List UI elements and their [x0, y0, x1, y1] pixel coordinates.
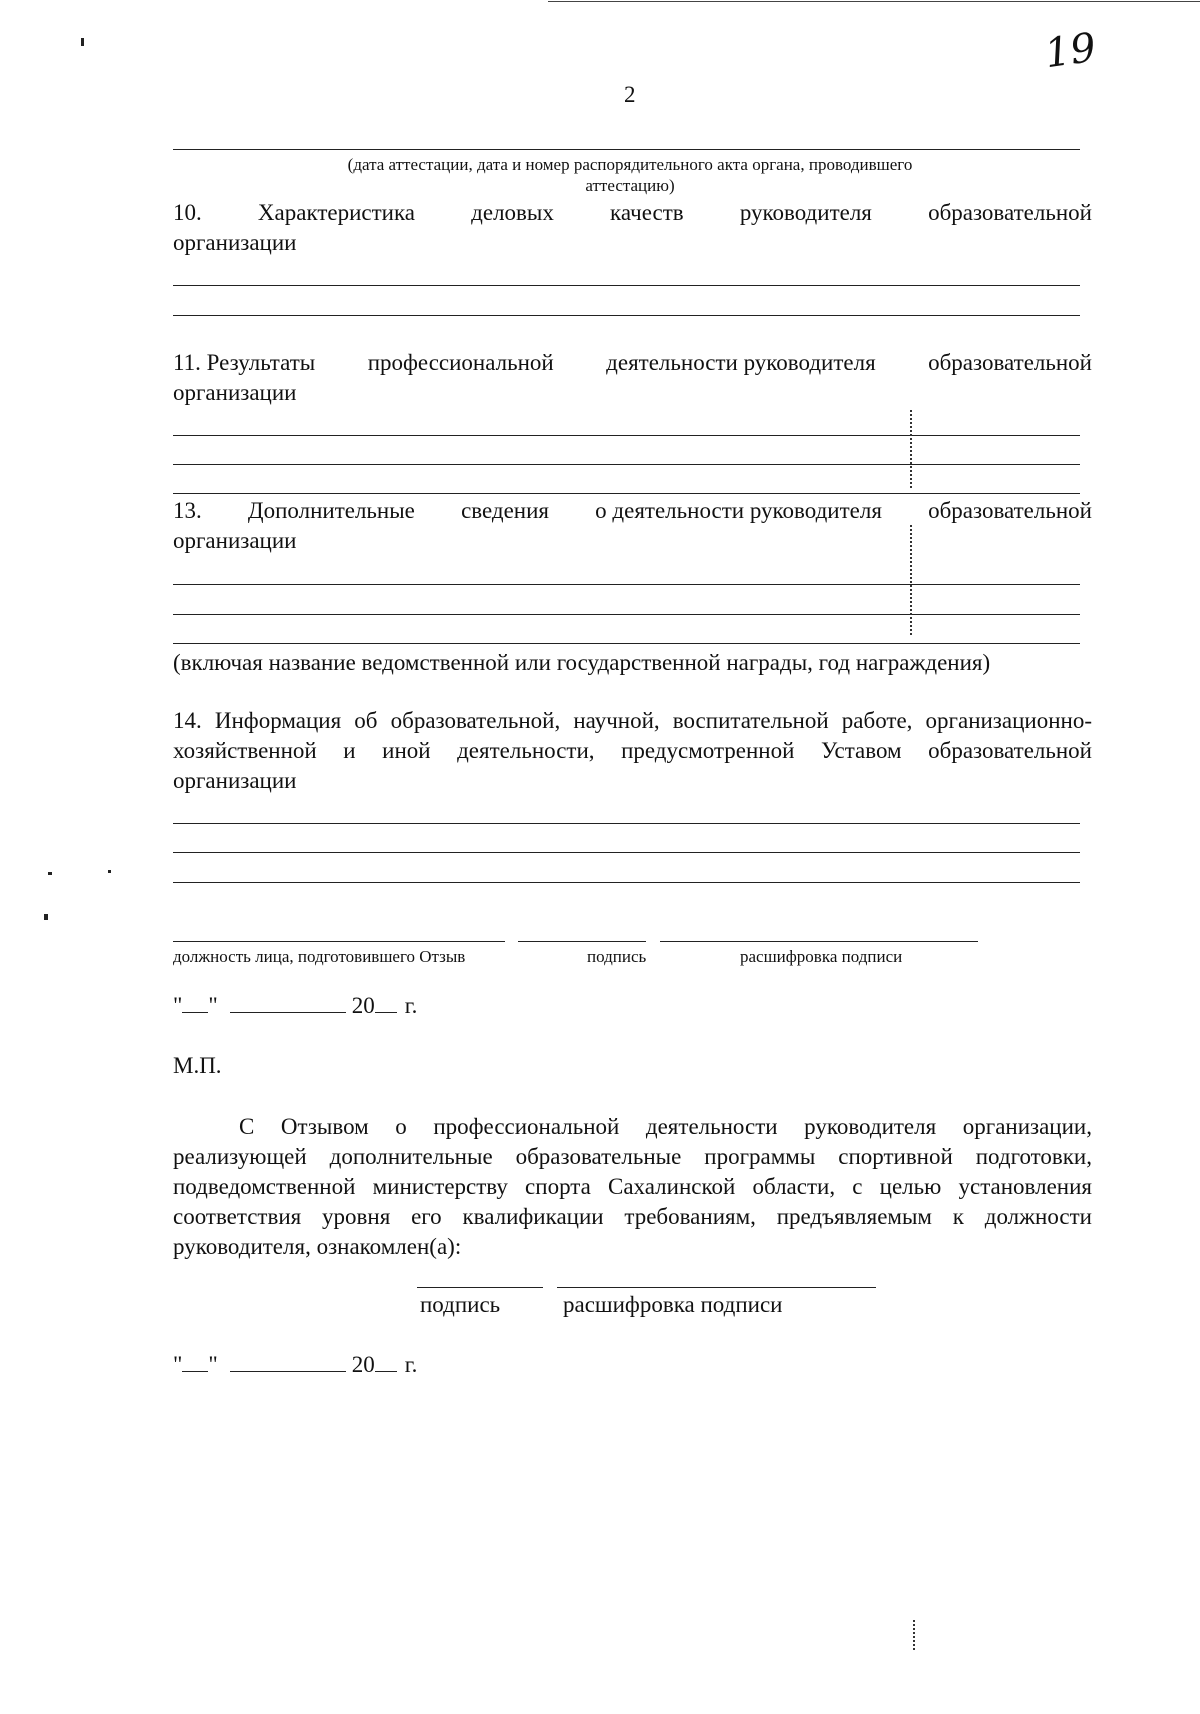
- page-number: 2: [624, 82, 636, 107]
- section-14-fill-line: [173, 852, 1080, 853]
- signature2-line: [417, 1287, 543, 1288]
- section-11-fill-line: [173, 435, 1080, 436]
- signature2-decode-label: расшифровка подписи: [563, 1292, 783, 1317]
- date-line: " " 20 г.: [173, 1352, 418, 1377]
- signature2-label: подпись: [420, 1292, 501, 1317]
- signature2-decode-line: [557, 1287, 876, 1288]
- scan-artifact: [910, 410, 914, 488]
- section-13-line2: организации: [173, 528, 297, 553]
- position-signature-line: [173, 941, 505, 942]
- section-13-fill-line: [173, 614, 1080, 615]
- attestation-date-line: [173, 149, 1080, 150]
- stamp-label: М.П.: [173, 1053, 222, 1078]
- section-13-heading: 13. Дополнительные сведения о деятельности руководителя образовательной: [173, 498, 1092, 523]
- signature-decode-line: [660, 941, 978, 942]
- section-10-fill-line: [173, 285, 1080, 286]
- section-14-fill-line: [173, 823, 1080, 824]
- section-11-line2: организации: [173, 380, 297, 405]
- date-line: " " 20 г.: [173, 993, 418, 1018]
- section-14-fill-line: [173, 882, 1080, 883]
- signature-decode-label: расшифровка подписи: [740, 947, 903, 966]
- section-10-heading: 10. Характеристика деловых качеств руководителя образовательной: [173, 200, 1092, 225]
- section-11-heading: 11. Результаты профессиональной деятельности руководителя образовательной: [173, 350, 1092, 375]
- scan-speck: [44, 914, 48, 920]
- attestation-caption-line2: аттестацию): [585, 176, 675, 195]
- section-13-fill-line: [173, 643, 1080, 644]
- section-10-line2: организации: [173, 230, 297, 255]
- section-11-fill-line: [173, 464, 1080, 465]
- position-label: должность лица, подготовившего Отзыв: [173, 947, 466, 966]
- section-14-paragraph: 14. Информация об образовательной, научной, воспитательной работе, организационно-хозяйственной и иной деятельности, предусмотренной Уставом образовательной организации: [173, 708, 1092, 793]
- handwritten-page-number: 19: [1042, 24, 1099, 78]
- signature-label: подпись: [587, 947, 647, 966]
- section-13-caption: (включая название ведомственной или государственной награды, год награждения): [173, 650, 991, 675]
- scan-artifact: [910, 525, 914, 635]
- scan-artifact: [913, 1620, 917, 1650]
- scan-speck: [48, 872, 52, 875]
- attestation-caption-line1: (дата аттестации, дата и номер распорядительного акта органа, проводившего: [347, 155, 913, 174]
- section-11-fill-line: [173, 493, 1080, 494]
- signature-line: [518, 941, 646, 942]
- scan-speck: [108, 870, 111, 873]
- section-10-fill-line: [173, 315, 1080, 316]
- acknowledgement-paragraph: С Отзывом о профессиональной деятельности руководителя организации, реализующей дополнительные образовательные программы спортивной подготовки, подведомственной министерству спорта Сахалинской области, с целью установления соответствия уровня его квалификации требованиям, предъявляемым к должности руководителя, ознакомлен(а):: [173, 1114, 1092, 1259]
- top-edge-line: [548, 1, 1200, 2]
- scan-speck: [81, 38, 84, 46]
- section-13-fill-line: [173, 584, 1080, 585]
